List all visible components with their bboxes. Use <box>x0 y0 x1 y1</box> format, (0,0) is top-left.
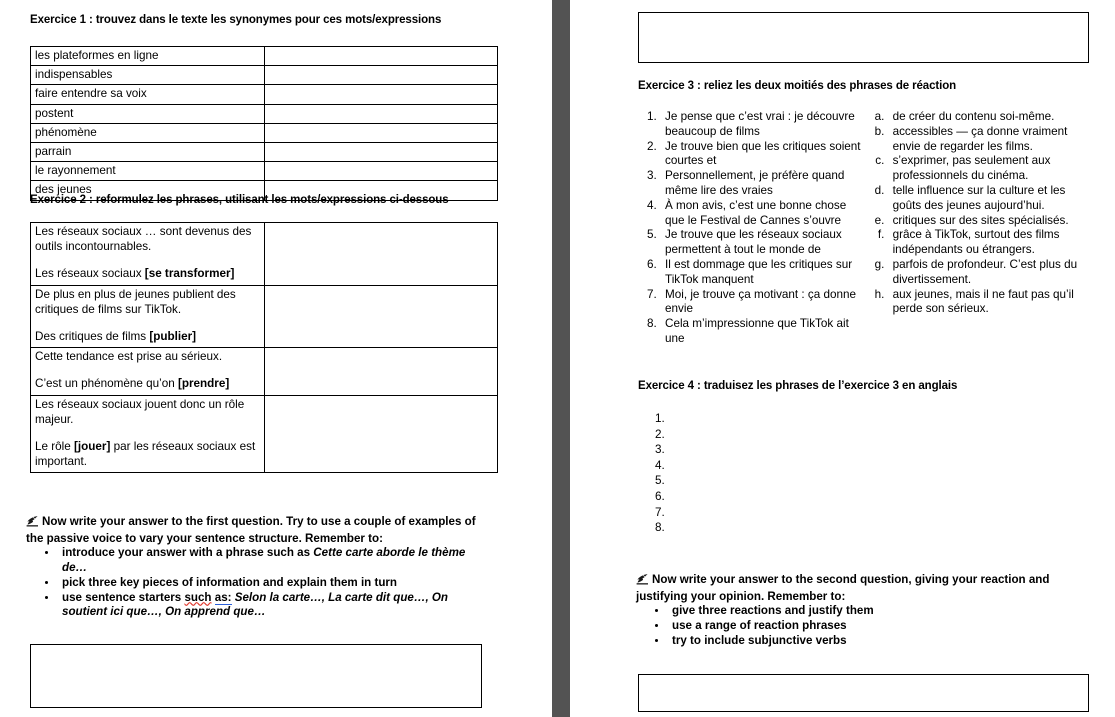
cue-verb: [jouer] <box>73 440 111 454</box>
exercise-1-table-wrap <box>30 46 480 201</box>
table-row <box>31 47 498 66</box>
cue-verb: [prendre] <box>177 377 230 391</box>
list-item <box>58 591 491 621</box>
synonym-answer-cell[interactable] <box>265 66 498 85</box>
writing-task-lead-line-1: Now write your answer to the second question, giving your reaction and <box>652 573 1050 586</box>
synonym-prompt: parrain <box>31 143 265 162</box>
list-item[interactable]: e. critiques sur des sites spécialisés. <box>888 214 1096 229</box>
writing-task-second <box>636 573 1096 649</box>
spacer <box>35 427 260 439</box>
exercise-2-table-wrap <box>30 222 480 473</box>
writing-task-lead-line-2: justifying your opinion. Remember to: <box>636 589 846 603</box>
table-row <box>31 285 498 348</box>
original-sentence: Les réseaux sociaux jouent donc un rôle majeur. <box>35 397 245 426</box>
list-item[interactable] <box>668 458 1068 474</box>
synonym-prompt: postent <box>31 104 265 123</box>
sentence-starts-list <box>636 110 864 347</box>
exercise-3-heading: Exercice 3 : reliez les deux moitiés des phrases de réaction <box>638 80 957 92</box>
exercise-2-section <box>30 194 490 206</box>
bullet-text-italic: Selon la carte…, La carte dit que…, On soutient ici que…, On apprend que… <box>62 590 448 619</box>
spacer <box>35 254 260 266</box>
table-row <box>31 104 498 123</box>
list-item[interactable] <box>668 411 1068 427</box>
synonym-prompt: les plateformes en ligne <box>31 47 265 66</box>
rephrase-prompt <box>31 285 265 348</box>
exercise-4-heading: Exercice 4 : traduisez les phrases de l’exercice 3 en anglais <box>638 380 958 392</box>
exercise-4-answer-lines <box>636 411 1068 536</box>
list-item[interactable]: 2. Je trouve bien que les critiques soient courtes et <box>660 140 864 170</box>
cue-verb: [publier] <box>149 330 197 344</box>
list-item[interactable]: c. s’exprimer, pas seulement aux professionnels du cinéma. <box>888 154 1096 184</box>
list-item[interactable]: 7. Moi, je trouve ça motivant : ça donne envie <box>660 288 864 318</box>
list-item <box>58 546 491 576</box>
worksheet-page-right <box>570 0 1115 717</box>
bullet-text-plain: introduce your answer with a phrase such as <box>62 546 314 560</box>
spacer <box>35 317 260 329</box>
list-item[interactable] <box>668 427 1068 443</box>
synonym-answer-cell[interactable] <box>265 123 498 142</box>
writing-hand-icon <box>636 573 649 590</box>
list-item <box>58 576 491 591</box>
list-item[interactable]: 4. À mon avis, c’est une bonne chose que le Festival de Cannes s’ouvre <box>660 199 864 229</box>
first-answer-box[interactable] <box>30 644 482 708</box>
worksheet-page-left <box>0 0 552 717</box>
synonym-answer-cell[interactable] <box>265 162 498 181</box>
rephrase-answer-cell[interactable] <box>265 223 498 286</box>
synonym-answer-cell[interactable] <box>265 85 498 104</box>
table-row <box>31 143 498 162</box>
list-item: • try to include subjunctive verbs <box>668 634 1096 649</box>
list-item[interactable] <box>668 442 1068 458</box>
table-row <box>31 162 498 181</box>
synonym-prompt: le rayonnement <box>31 162 265 181</box>
rephrase-answer-cell[interactable] <box>265 395 498 473</box>
list-item[interactable] <box>668 489 1068 505</box>
table-row <box>31 85 498 104</box>
writing-hand-icon <box>26 515 39 532</box>
cue-before: C’est un phénomène qu’on <box>35 377 178 391</box>
exercise-3-matching-lists <box>636 110 1096 347</box>
writing-task-bullets <box>26 546 491 620</box>
writing-task-lead-line-1: Now write your answer to the first question. Try to use a couple of examples of <box>42 515 476 528</box>
table-row <box>31 223 498 286</box>
cue-before: Les réseaux sociaux <box>35 267 145 281</box>
rephrase-prompt <box>31 395 265 473</box>
writing-task-bullets <box>636 604 1096 648</box>
synonym-answer-cell[interactable] <box>265 143 498 162</box>
table-row <box>31 66 498 85</box>
list-item: • use a range of reaction phrases <box>668 619 1096 634</box>
list-item[interactable] <box>668 473 1068 489</box>
bullet-text-italic: Cette carte aborde le thème de… <box>62 546 466 574</box>
list-item: • give three reactions and justify them <box>668 604 1096 619</box>
exercise-1-heading: Exercice 1 : trouvez dans le texte les synonymes pour ces mots/expressions <box>30 14 442 26</box>
cue-before: Le rôle <box>35 440 74 454</box>
list-item[interactable] <box>668 520 1068 536</box>
list-item[interactable] <box>668 505 1068 521</box>
synonym-prompt: indispensables <box>31 66 265 85</box>
synonym-prompt: faire entendre sa voix <box>31 85 265 104</box>
writing-task-first <box>26 515 491 620</box>
writing-task-lead-line-2: the passive voice to vary your sentence structure. Remember to: <box>26 531 383 545</box>
list-item[interactable]: 6. Il est dommage que les critiques sur TikTok manquent <box>660 258 864 288</box>
list-item[interactable]: h. aux jeunes, mais il ne faut pas qu’il perde son sérieux. <box>888 288 1096 318</box>
list-item[interactable]: 3. Personnellement, je préfère quand même lire des vraies <box>660 169 864 199</box>
exercise-1-table <box>30 46 498 201</box>
exercise-1-section <box>30 14 482 26</box>
spellcheck-misspelling[interactable]: such <box>184 590 212 604</box>
rephrase-prompt <box>31 223 265 286</box>
sentence-endings-list <box>864 110 1096 347</box>
table-row <box>31 395 498 473</box>
rephrase-prompt <box>31 348 265 395</box>
spacer <box>35 364 260 376</box>
exercise-2-heading: Exercice 2 : reformulez les phrases, utilisant les mots/expressions ci-dessous <box>30 194 449 206</box>
table-row <box>31 348 498 395</box>
synonym-prompt: des jeunes <box>31 181 265 200</box>
synonym-prompt: phénomène <box>31 123 265 142</box>
rephrase-answer-cell[interactable] <box>265 285 498 348</box>
list-item[interactable]: b. accessibles — ça donne vraiment envie de regarder les films. <box>888 125 1096 155</box>
list-item[interactable]: 5. Je trouve que les réseaux sociaux permettent à tout le monde de <box>660 228 864 258</box>
list-item[interactable]: 1. Je pense que c’est vrai : je découvre beaucoup de films <box>660 110 864 140</box>
list-item[interactable]: f. grâce à TikTok, surtout des films indépendants ou étrangers. <box>888 228 1096 258</box>
rephrase-answer-cell[interactable] <box>265 348 498 395</box>
synonym-answer-cell[interactable] <box>265 47 498 66</box>
exercise-4-section <box>638 380 1088 392</box>
grammarcheck-suggestion[interactable]: as: <box>214 590 232 604</box>
exercise-2-table <box>30 222 498 473</box>
list-item[interactable]: a. de créer du contenu soi-même. <box>888 110 1096 125</box>
table-row <box>31 123 498 142</box>
synonym-answer-cell[interactable] <box>265 104 498 123</box>
cue-before: Des critiques de films <box>35 330 150 344</box>
second-answer-box[interactable] <box>638 674 1089 712</box>
carried-over-answer-box[interactable] <box>638 12 1089 63</box>
list-item[interactable]: 8. Cela m’impressionne que TikTok ait une <box>660 317 864 347</box>
original-sentence: Les réseaux sociaux … sont devenus des outils incontournables. <box>35 225 252 254</box>
exercise-3-section <box>638 80 1088 92</box>
list-item[interactable]: g. parfois de profondeur. C’est plus du divertissement. <box>888 258 1096 288</box>
list-item[interactable]: d. telle influence sur la culture et les goûts des jeunes aujourd’hui. <box>888 184 1096 214</box>
bullet-text-plain: use sentence starters <box>62 590 185 604</box>
bullet-text-plain: pick three key pieces of information and explain them in turn <box>62 575 398 589</box>
original-sentence: Cette tendance est prise au sérieux. <box>35 350 223 364</box>
cue-verb: [se transformer] <box>144 267 235 281</box>
page-divider <box>552 0 570 717</box>
cue-after: par les réseaux sociaux est important. <box>35 440 256 469</box>
original-sentence: De plus en plus de jeunes publient des critiques de films sur TikTok. <box>35 287 236 316</box>
